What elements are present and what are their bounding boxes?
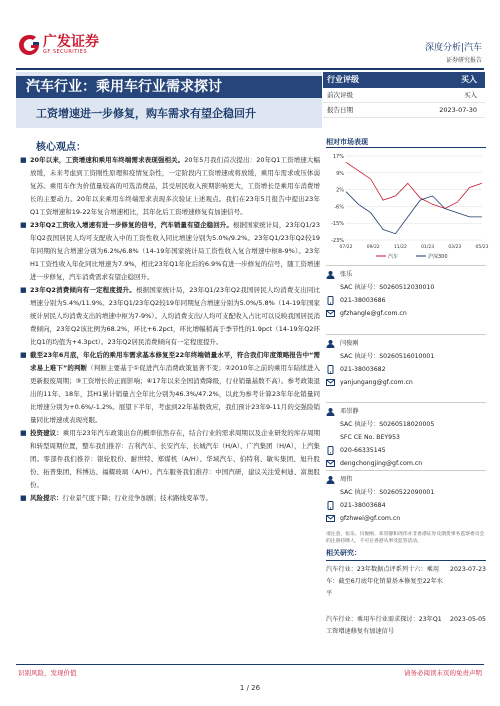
analyst-disclaimer: 请注意，张乐、闫俊刚、邓崇静和周伟并非香港证券及期货事务监察委员会的注册持牌人，不可在香港从事受监管活动。 bbox=[326, 532, 485, 544]
phone-icon bbox=[326, 296, 335, 305]
paragraph-body: 20年5月我们首次提出：20年Q1工资增速大幅放缓，未来考虑到工资刚性原理和疫情复杂性，一定阶段内工资增速或将放缓，乘用车需求或压体弱复苏。乘用车作为价值量较高的可选消费品，其受居民收入预期影响更大，工资增长是乘用车消费增长的主要动力。20年以来乘用车终端需求表现多次验证上述观点。我们在23年5月报告中提出23年Q1工资增速和19-22年复合增速相比，其年化后工资增速修复有加速信号。 bbox=[30, 156, 320, 216]
analyst-card bbox=[326, 268, 486, 320]
related-item-text: 汽车行业：乘用车行业需求探讨：23年Q1工资增速修复有加速信号 bbox=[326, 616, 442, 635]
core-paragraph-2 bbox=[20, 219, 320, 284]
prev-rating-value: 买入 bbox=[464, 91, 477, 99]
person-icon bbox=[326, 407, 335, 416]
analyst-divider bbox=[326, 265, 486, 266]
report-title: 汽车行业：乘用车行业需求探讨 bbox=[16, 76, 322, 98]
y-tick-label: -6% bbox=[334, 204, 344, 211]
analyst-email: gfzhwei@gf.com.cn bbox=[340, 515, 401, 522]
rating-value: 买入 bbox=[461, 75, 477, 84]
y-tick-label: -23% bbox=[331, 238, 344, 244]
analyst-email-row[interactable] bbox=[326, 457, 486, 470]
bullet-icon: ■ bbox=[20, 429, 27, 437]
footer-divider bbox=[16, 664, 484, 665]
related-item[interactable] bbox=[326, 614, 486, 638]
related-research-title: 相关研究： bbox=[326, 549, 361, 557]
phone-icon bbox=[326, 365, 335, 374]
analyst-name: 闫俊刚 bbox=[340, 340, 359, 347]
related-divider bbox=[326, 560, 486, 561]
series-line-2 bbox=[346, 192, 482, 234]
prev-rating-label: 前次评级 bbox=[327, 91, 353, 99]
analyst-phone: 020-66335145 bbox=[340, 447, 386, 454]
email-icon bbox=[326, 378, 335, 387]
email-icon bbox=[326, 514, 335, 523]
bullet-icon: ■ bbox=[20, 156, 27, 164]
person-icon bbox=[326, 270, 335, 279]
report-subtype: 证券研究报告 bbox=[445, 57, 482, 64]
report-date-row bbox=[323, 103, 485, 118]
analyst-id-row bbox=[326, 350, 486, 363]
analyst-name: 邓崇静 bbox=[340, 408, 359, 415]
analyst-phone: 021-38003682 bbox=[340, 366, 386, 373]
analyst-email: yanjungang@gf.com.cn bbox=[340, 379, 413, 386]
analyst-email-row[interactable] bbox=[326, 376, 486, 389]
related-item[interactable] bbox=[326, 564, 486, 600]
paragraph-body: 根据国家统计局，23年Q1/23年Q2我国居民人均消费支出同比增速分别为5.4%/11.9%。23年Q1/23年Q2较19年同期复合增速分别为5.0%/5.8%（14-19年国家统计居民人均消费支出的增速中枢为7-9%）。人均消费支出/人均可支配收入占比可以反映我国居民消费倾向，23年Q2该比例为68.2%，环比+6.2pct，环比增幅稍高于季节性的1.9pct（14-19年Q2环比Q1的均值为+4.3pct）。23年Q2居民消费倾向有一定程度提升。 bbox=[30, 286, 320, 346]
company-logo bbox=[18, 34, 99, 56]
core-paragraph-1 bbox=[20, 154, 320, 219]
paragraph-lead: 23年Q2工资收入增速有进一步修复的信号，汽车销量有望企稳回升。 bbox=[30, 221, 233, 229]
paragraph-lead: 23年Q2消费倾向有一定程度提升。 bbox=[30, 286, 136, 294]
analyst-divider bbox=[326, 334, 486, 335]
analyst-phone-row bbox=[326, 363, 486, 376]
market-chart bbox=[326, 150, 489, 262]
gf-logo-icon bbox=[18, 34, 40, 56]
footer-disclaimer: 请务必阅读末页的免责声明 bbox=[404, 669, 482, 677]
bullet-icon: ■ bbox=[20, 351, 27, 359]
analyst-name-row bbox=[326, 337, 486, 350]
page-header bbox=[0, 0, 500, 70]
report-type: 深度分析|汽车 bbox=[424, 43, 482, 53]
logo-text-cn: 广发证券 bbox=[43, 34, 99, 50]
phone-icon bbox=[326, 501, 335, 510]
analyst-id: SAC 执证号：S0260512030010 bbox=[340, 284, 435, 291]
core-paragraph-5 bbox=[20, 427, 320, 492]
x-tick-label: 03/23 bbox=[448, 245, 462, 250]
analyst-name-row bbox=[326, 473, 486, 486]
analyst-id: SAC 执证号：S0260522090001 bbox=[340, 489, 435, 496]
market-chart-svg bbox=[326, 150, 489, 262]
core-paragraph-6 bbox=[20, 492, 320, 505]
footer-slogan: 识别风险，发现价值 bbox=[18, 669, 77, 677]
paragraph-lead: 投资建议： bbox=[30, 429, 63, 437]
phone-icon bbox=[326, 446, 335, 455]
report-date-value: 2023-07-30 bbox=[439, 106, 477, 114]
related-item-date: 2023-05-05 bbox=[450, 616, 486, 623]
analyst-email-row[interactable] bbox=[326, 512, 486, 525]
analyst-card bbox=[326, 405, 486, 470]
x-tick-label: 01/23 bbox=[421, 245, 435, 250]
side-divider bbox=[326, 147, 486, 148]
core-paragraph-3 bbox=[20, 284, 320, 349]
email-icon bbox=[326, 309, 335, 318]
y-tick-label: 9% bbox=[336, 170, 344, 177]
core-points bbox=[20, 154, 320, 505]
prev-rating-row bbox=[323, 88, 485, 103]
core-paragraph-4 bbox=[20, 349, 320, 427]
analyst-name: 周伟 bbox=[340, 476, 353, 483]
related-item-text: 汽车行业：23年数据点评系列十六：乘用车：截至6月底年化销量基本修复至22年水平 bbox=[326, 566, 443, 597]
logo-text-en: GF SECURITIES bbox=[43, 49, 88, 55]
paragraph-lead: 截至23年6月底，年化后的乘用车需求基本修复至22年终端销量水平，符合我们年度策略报告中“需求易上难下”的判断 bbox=[30, 351, 320, 372]
analyst-card bbox=[326, 473, 486, 525]
x-tick-label: 07/22 bbox=[339, 245, 353, 250]
x-tick-label: 09/22 bbox=[366, 245, 380, 250]
analyst-email: gfzhangle@gf.com.cn bbox=[340, 310, 407, 317]
analyst-name-row bbox=[326, 405, 486, 418]
analyst-id-row bbox=[326, 281, 486, 294]
paragraph-body: 根据国家统计局，23年Q1/23年Q2我国居民人均可支配收入中的工资性收入同比增速分别为5.0%/9.2%。23年Q1/23年Q2较19年同期的复合增速分别为6.2%/6.8%（14-19年国家统计局工资性收入复合增速中枢8-9%）。23年H1工资性收入年化同比增速为7.9%，相比23年Q1年化后的6.9%有进一步修复的信号，随工资增速进一步修复，汽车消费需求有望企稳回升。 bbox=[30, 221, 321, 281]
analyst-extra-row bbox=[326, 431, 486, 444]
y-tick-label: 17% bbox=[332, 154, 344, 160]
analyst-id-row bbox=[326, 486, 486, 499]
bullet-icon: ■ bbox=[20, 494, 27, 502]
rating-box bbox=[323, 72, 485, 118]
analyst-phone: 021-38003686 bbox=[340, 297, 386, 304]
analyst-phone-row bbox=[326, 499, 486, 512]
x-tick-label: 11/22 bbox=[393, 245, 407, 250]
bullet-icon: ■ bbox=[20, 221, 27, 229]
legend-label: 汽车 bbox=[388, 254, 399, 260]
series-line-1 bbox=[346, 162, 482, 208]
rating-label: 行业评级 bbox=[327, 75, 359, 84]
y-tick-label: -15% bbox=[331, 221, 344, 228]
analyst-email-row[interactable] bbox=[326, 307, 486, 320]
page-number: 1 / 26 bbox=[239, 684, 261, 692]
analyst-name: 张乐 bbox=[340, 271, 353, 278]
person-icon bbox=[326, 339, 335, 348]
analyst-id: SAC 执证号：S0260516010001 bbox=[340, 353, 435, 360]
person-icon bbox=[326, 475, 335, 484]
report-subtitle: 工资增速进一步修复，购车需求有望企稳回升 bbox=[36, 107, 256, 120]
email-icon bbox=[326, 459, 335, 468]
paragraph-lead: 风险提示： bbox=[30, 494, 63, 502]
paragraph-lead: 20年以来，工资增速和乘用车终端需求表现强相关。 bbox=[30, 156, 185, 164]
analyst-phone-row bbox=[326, 294, 486, 307]
bullet-icon: ■ bbox=[20, 286, 27, 294]
rating-header bbox=[323, 72, 485, 88]
title-band bbox=[16, 72, 322, 128]
core-points-title: 核心观点： bbox=[36, 142, 86, 153]
related-item-date: 2023-07-23 bbox=[450, 566, 486, 573]
analyst-divider bbox=[326, 470, 486, 471]
analyst-id: SAC 执证号：S0260518020005 bbox=[340, 421, 435, 428]
paragraph-body: 乘用车23年汽车政策出台的概率依然存在，结合行业的需求周期以及企业研发的库存周期和转型周期位置，整车我们推荐：吉利汽车、长安汽车、长城汽车（H/A）、广汽集团（H/A），上汽集团。零部件我们推荐：银轮股份、耐世特、郑煤机（A/H）、华域汽车、伯特利、敏实集团、旭升股份、拓普集团、科博达、福耀玻璃（A/H）。汽车服务我们推荐：中国汽研，建议关注爱柯迪、富奥股份。 bbox=[30, 429, 320, 489]
header-divider bbox=[16, 68, 484, 70]
paragraph-body: （判断主要基于①促进汽车消费政策显著不变；②2010年之前的乘用车陆续进入更新报废周期；③工资增长的正面影响；④17年以来全国消费降级，行业销量基数不高）。参考政策退出的11年、18年，其H1累计销量占全年比分别为46.3%/47.2%，以此为参考计算23年年化销量同比增速分别为+0.6%/-1.2%。展望下半年，考虑到22年基数效应，我们预计23年9-11月的交强险销量同比增速或表现亮眼。 bbox=[30, 364, 320, 424]
analyst-extra: SFC CE No. BEY953 bbox=[340, 434, 400, 441]
report-date-label: 报告日期 bbox=[327, 106, 353, 114]
analyst-phone: 021-38003684 bbox=[340, 502, 386, 509]
analyst-id-row bbox=[326, 418, 486, 431]
y-tick-label: 2% bbox=[336, 187, 344, 194]
x-tick-label: 05/23 bbox=[475, 245, 489, 250]
analyst-email: dengchongjing@gf.com.cn bbox=[340, 460, 423, 467]
paragraph-body: 行业景气度下降；行业竞争加剧；技术路线变革等。 bbox=[62, 494, 212, 502]
analyst-divider bbox=[326, 402, 486, 403]
analyst-phone-row bbox=[326, 444, 486, 457]
market-performance-title: 相对市场表现 bbox=[326, 138, 368, 146]
analyst-name-row bbox=[326, 268, 486, 281]
legend-label: 沪深300 bbox=[428, 254, 448, 260]
analyst-card bbox=[326, 337, 486, 389]
